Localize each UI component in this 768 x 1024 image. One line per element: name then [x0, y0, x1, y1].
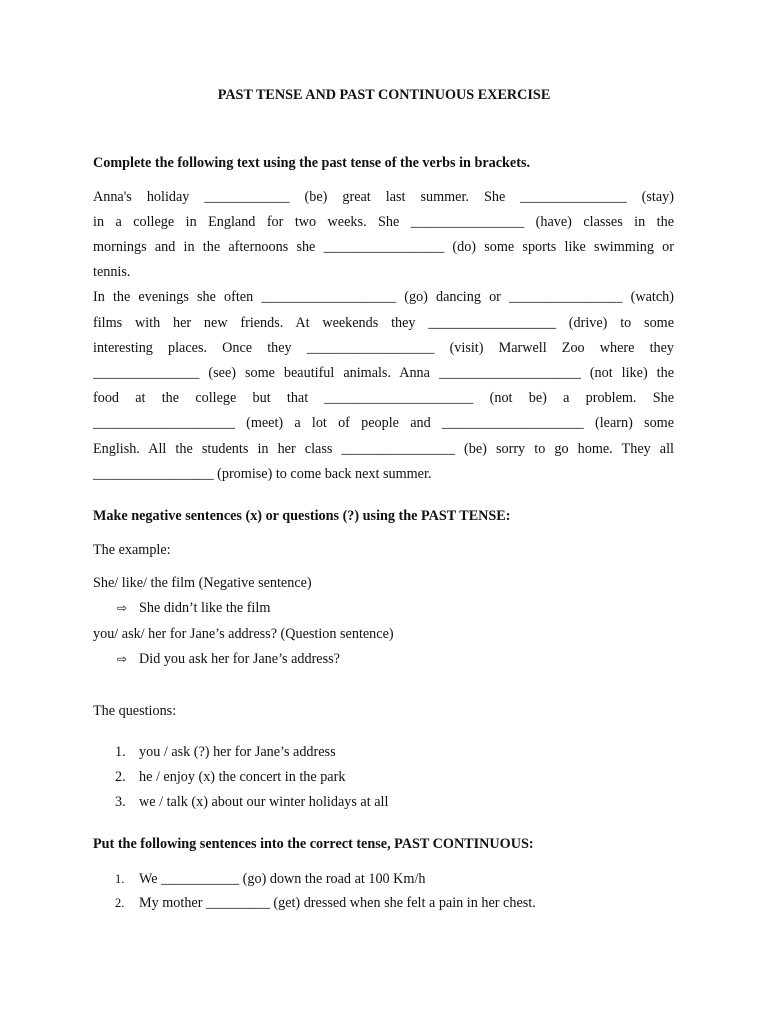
example-label: The example:: [93, 542, 171, 558]
paragraph-line: interesting places. Once they __________________ (visit) Marwell Zoo where they: [93, 340, 674, 356]
example-answer: Did you ask her for Jane’s address?: [139, 651, 340, 667]
paragraph-line: ____________________ (meet) a lot of people and ____________________ (learn) some: [93, 415, 674, 431]
list-text: We ___________ (go) down the road at 100 Km/h: [139, 871, 426, 887]
list-number: 2.: [115, 896, 125, 910]
list-item: [115, 744, 336, 761]
paragraph-line: in a college in England for two weeks. She ________________ (have) classes in the: [93, 214, 674, 230]
list-item: [115, 769, 345, 786]
paragraph-line: food at the college but that _____________________ (not be) a problem. She: [93, 390, 674, 406]
paragraph-line: tennis.: [93, 264, 131, 280]
paragraph-line: films with her new friends. At weekends they __________________ (drive) to some: [93, 315, 674, 331]
paragraph-line: In the evenings she often ___________________ (go) dancing or ________________ (watch): [93, 289, 674, 305]
list-item: [115, 871, 426, 888]
example-answer-row: [117, 600, 270, 617]
page-title: PAST TENSE AND PAST CONTINUOUS EXERCISE: [217, 87, 551, 103]
list-text: My mother _________ (get) dressed when she felt a pain in her chest.: [139, 895, 536, 911]
outline-right-arrow-icon: ⇨: [117, 652, 128, 666]
paragraph-line: mornings and in the afternoons she _________________ (do) some sports like swimming or: [93, 239, 674, 255]
list-number: 1.: [115, 872, 125, 886]
questions-label: The questions:: [93, 703, 177, 719]
list-number: 2.: [115, 769, 126, 785]
list-number: 1.: [115, 744, 126, 760]
paragraph-line: _________________ (promise) to come back next summer.: [93, 466, 432, 482]
list-text: he / enjoy (x) the concert in the park: [139, 769, 346, 785]
section2-heading: Make negative sentences (x) or questions (?) using the PAST TENSE:: [93, 508, 511, 524]
paragraph-line: Anna's holiday ____________ (be) great last summer. She _______________ (stay): [93, 189, 674, 205]
paragraph-line: English. All the students in her class ________________ (be) sorry to go home. They all: [93, 441, 674, 457]
list-item: [115, 794, 388, 811]
section3-heading: Put the following sentences into the correct tense, PAST CONTINUOUS:: [93, 836, 534, 852]
example-prompt: She/ like/ the film (Negative sentence): [93, 575, 312, 591]
paragraph-line: _______________ (see) some beautiful animals. Anna ____________________ (not like) the: [93, 365, 674, 381]
list-item: [115, 895, 536, 912]
section1-heading: Complete the following text using the past tense of the verbs in brackets.: [93, 155, 531, 171]
example-answer: She didn’t like the film: [139, 600, 271, 616]
list-text: we / talk (x) about our winter holidays at all: [139, 794, 389, 810]
example-answer-row: [117, 651, 340, 668]
example-prompt: you/ ask/ her for Jane’s address? (Question sentence): [93, 626, 394, 642]
outline-right-arrow-icon: ⇨: [117, 601, 128, 615]
list-text: you / ask (?) her for Jane’s address: [139, 744, 336, 760]
list-number: 3.: [115, 794, 126, 810]
